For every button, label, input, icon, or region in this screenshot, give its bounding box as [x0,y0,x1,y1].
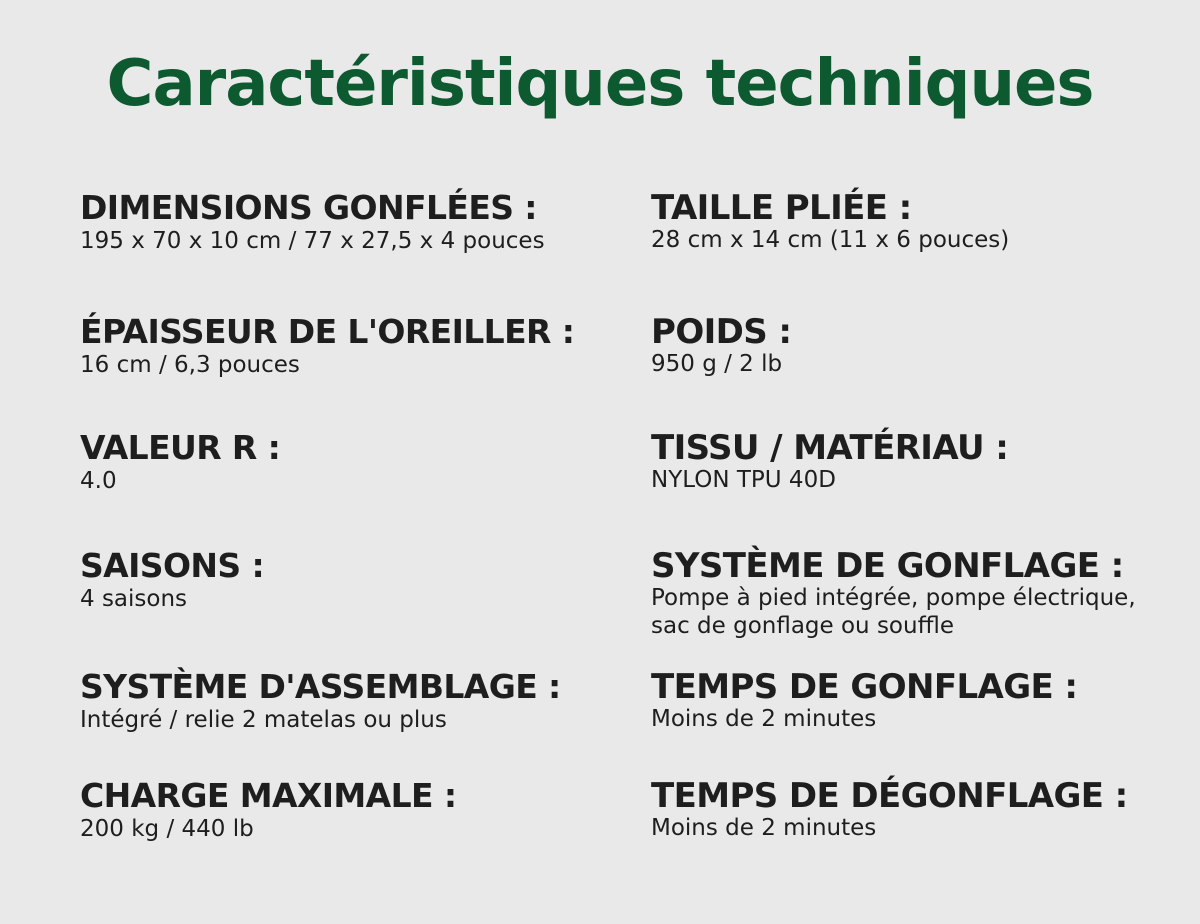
spec-deflation-time [651,774,1191,842]
spec-max-load [80,774,456,844]
spec-folded-size [651,186,1191,254]
spec-value: NYLON TPU 40D [651,467,836,493]
spec-value: 195 x 70 x 10 cm / 77 x 27,5 x 4 pouces [80,228,545,254]
spec-value: 16 cm / 6,3 pouces [80,352,300,378]
spec-inflation-system [651,544,1191,640]
spec-value: Moins de 2 minutes [651,815,877,841]
spec-value: 950 g / 2 lb [651,351,783,377]
spec-value: Intégré / relie 2 matelas ou plus [80,707,447,733]
spec-label: TEMPS DE DÉGONFLAGE : [651,776,1128,816]
spec-inflation-time [651,665,1191,733]
spec-assembly-system [80,665,561,735]
spec-weight [651,310,1191,378]
spec-label: SAISONS : [80,546,265,585]
spec-label: TISSU / MATÉRIAU : [651,428,1009,468]
spec-value: 4.0 [80,468,117,494]
spec-label: SYSTÈME DE GONFLAGE : [651,546,1124,586]
spec-inflated-dimensions [80,186,545,256]
spec-r-value [80,426,280,496]
spec-label: DIMENSIONS GONFLÉES : [80,188,537,227]
spec-label: ÉPAISSEUR DE L'OREILLER : [80,312,575,351]
spec-seasons [80,544,264,614]
spec-label: TAILLE PLIÉE : [651,188,912,228]
spec-value: Pompe à pied intégrée, pompe électrique, sac de gonflage ou souffle [651,585,1136,639]
spec-label: SYSTÈME D'ASSEMBLAGE : [80,667,561,706]
spec-label: TEMPS DE GONFLAGE : [651,667,1078,707]
page-title: Caractéristiques techniques [106,47,1094,121]
spec-value: 4 saisons [80,586,188,612]
spec-value: Moins de 2 minutes [651,706,877,732]
spec-label: CHARGE MAXIMALE : [80,776,457,815]
spec-pillow-thickness [80,310,574,380]
spec-value: 200 kg / 440 lb [80,816,254,842]
spec-value: 28 cm x 14 cm (11 x 6 pouces) [651,227,1010,253]
spec-label: POIDS : [651,312,792,352]
spec-material [651,426,1191,494]
spec-label: VALEUR R : [80,428,281,467]
